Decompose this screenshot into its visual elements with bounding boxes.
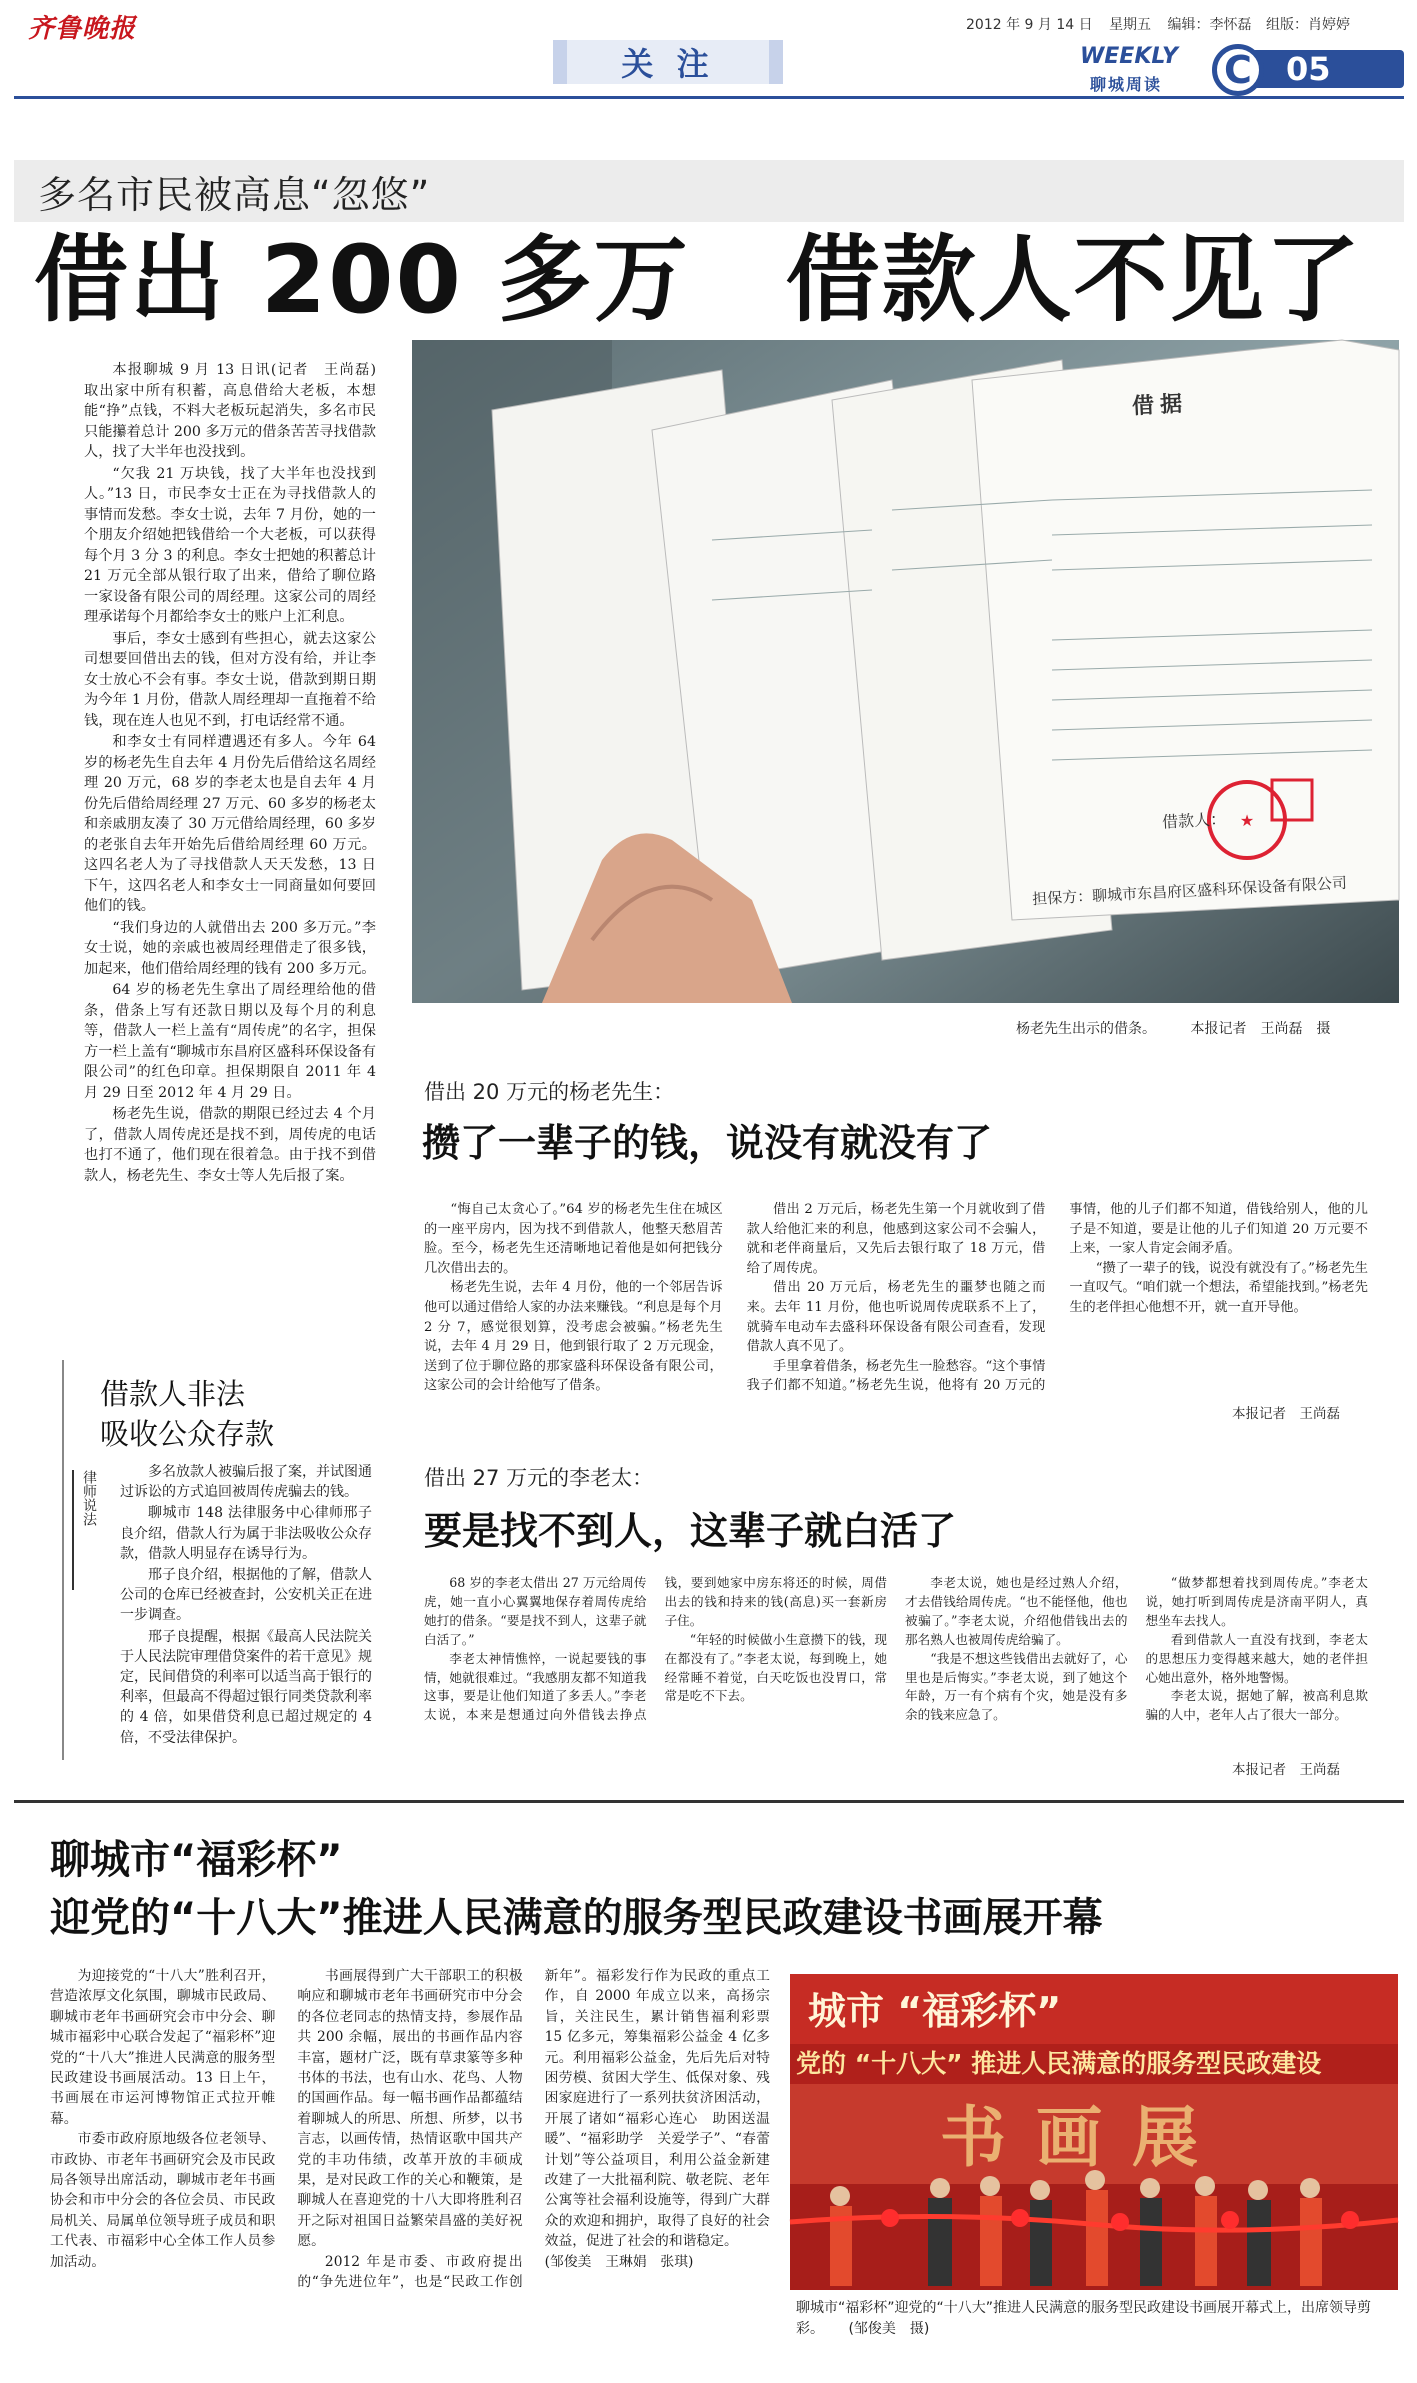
weekly-label: WEEKLY — [1080, 44, 1178, 69]
sub2-p8: 李老太说，据她了解，被高利息欺骗的人中，老年人占了很大一部分。 — [1145, 1688, 1368, 1723]
article1-lead-p5: “我们身边的人就借出去 200 多万元。”李女士说，她的亲戚也被周经理借走了很多钱，加起来，他们借给周经理的钱有 200 多万元。 — [84, 919, 376, 977]
article1-photo — [412, 340, 1399, 1003]
section-label: 关 注 — [621, 45, 715, 83]
receipts-photo-illustration — [412, 340, 1399, 1003]
sub1-credit: 本报记者 王尚磊 — [1232, 1406, 1340, 1422]
lawyer-tag-text: 律师说法 — [81, 1470, 97, 1526]
sub2-body — [424, 1574, 1368, 1769]
sub1-body — [424, 1200, 1368, 1418]
svg-text:★: ★ — [1239, 811, 1255, 830]
sub2-p1: 68 岁的李老太借出 27 万元给周传虎，她一直小心翼翼地保存着周传虎给她打的借条。“要是找不到人，这辈子就白活了。” — [424, 1575, 647, 1647]
sub2-kicker: 借出 27 万元的李老太： — [424, 1466, 654, 1490]
lawyer-tag — [72, 1470, 100, 1590]
issue-date: 2012 年 9 月 14 日 — [966, 17, 1093, 33]
page-badge-letter: C — [1212, 44, 1264, 96]
sub2-p6: “做梦都想着找到周传虎。”李老太说，她打听到周传虎是济南平阴人，真想坐车去找人。 — [1145, 1575, 1368, 1628]
article1-lead-p3: 事后，李女士感到有些担心，就去这家公司想要回借出去的钱，但对方没有给，并让李女士放心不会有事。李女士说，借款到期日期为今年 1 月份，借款人周经理却一直拖着不给钱，现在连人也见不到，打电话经常不通。 — [84, 630, 376, 729]
banner-line-2: 党的 “十八大” 推进人民满意的服务型民政建设 — [796, 2049, 1322, 2078]
sub2-p3: “年轻的时候做小生意攒下的钱，现在都没有了。”李老太说，每到晚上，她经常睡不着觉，白天吃饭也没胃口，常常是吃不下去。 — [664, 1631, 887, 1704]
sub1-p5: 手里拿着借条，杨老先生一脸愁容。“这个事情我子们都不知道。”杨老先生说，他将有 20 万元的事情，他的儿子们都不知道，借钱给别人，他的儿子是不知道，要是让他的儿子们知道 20 万元要不上来，一家人肯定会闹矛盾。 — [746, 1202, 1368, 1394]
article1-lead-p7: 杨老先生说，借款的期限已经过去 4 个月了，借款人周传虎还是找不到，周传虎的电话也打不通了，他们现在很着急。由于找不到借款人，杨老先生、李女士等人先后报了案。 — [84, 1106, 376, 1184]
edition-name: 聊城周读 — [1090, 75, 1163, 94]
sub2-headline: 要是找不到人，这辈子就白活了 — [424, 1509, 957, 1553]
sub1-p4: 借出 20 万元后，杨老先生的噩梦也随之而来。去年 11 月份，他也听说周传虎联系不上了，就骑车电动车去盛科环保设备有限公司查看，发现借款人真不见了。 — [746, 1280, 1046, 1355]
masthead — [0, 0, 1417, 94]
lawyer-box-rule — [62, 1360, 64, 1760]
article1-lead-p2: “欠我 21 万块钱，找了大半年也没找到人。”13 日，市民李女士正在为寻找借款人的事情而发愁。李女士说，去年 7 月份，她的一个朋友介绍她把钱借给一个大老板，可以获得每个月 3 分 3 的利息。李女士把她的积蓄总计 21 万元全部从银行取了出来，借给了聊位路一家设备有限公司的周经理。这家公司的周经理承诺每个月都给李女士的账户上汇利息。 — [84, 465, 376, 625]
issue-weekday: 星期五 — [1109, 17, 1152, 33]
lawyer-p2: 聊城市 148 法律服务中心律师邢子良介绍，借款人行为属于非法吸收公众存款，借款人明显存在诱导行为。 — [120, 1505, 372, 1562]
sub1-p1: “悔自己太贪心了。”64 岁的杨老先生住在城区的一座平房内，因为找不到借款人，他整天愁眉苦脸。至今，杨老先生还清晰地记着他是如何把钱分几次借出去的。 — [424, 1202, 723, 1276]
article2-body — [50, 1966, 770, 2374]
lawyer-title-1: 借款人非法 — [100, 1377, 246, 1411]
page-number: 05 — [1286, 50, 1331, 88]
article1-lead-text — [84, 360, 391, 1330]
sub2-p7: 看到借款人一直没有找到，李老太的思想压力变得越来越大，她的老伴担心她出意外，格外地警惕。 — [1145, 1631, 1368, 1685]
article2-photo-caption — [796, 2298, 1396, 2340]
issue-layout-editor: 组版：肖婷婷 — [1265, 17, 1350, 33]
sub1-p2: 杨老先生说，去年 4 月份，他的一个邻居告诉他可以通过借给人家的办法来赚钱。“利息是每个月 2 分 7，感觉很划算，没考虑会被骗。”杨老先生说，去年 4 月 29 日，他到银行取了 2 万元现金，送到了位于聊位路的那家盛科环保设备有限公司，这家公司的会计给他写了借条。 — [424, 1280, 723, 1394]
lawyer-p4: 邢子良提醒，根据《最高人民法院关于人民法院审理借贷案件的若干意见》规定，民间借贷的利率可以适当高于银行的利率，但最高不得超过银行同类贷款利率的 4 倍，如果借贷利息已超过规定的 4 倍，不受法律保护。 — [120, 1628, 372, 1746]
banner-line-1: 城市 “福彩杯” — [808, 1989, 1062, 2033]
header-rule — [14, 96, 1404, 99]
receipt-title: 借据 — [1131, 390, 1189, 420]
receipt-borrower-label: 借款人： — [1161, 809, 1227, 832]
article2-p4: 2012 年是市委、市政府提出的“争先进位年”，也是“民政工作创新年”。福彩发行作为民政的重点工作，自 2000 年成立以来，高扬宗旨，关注民生，累计销售福利彩票 15 亿多元，筹集福彩公益金 4 亿多元。利用福彩公益金，先后先后对特困劳模、贫困大学生、低保对象、残困家庭进行了一系列扶贫济困活动，开展了诸如“福彩心连心 助困送温暖”、“福彩助学 关爱学子”、“春蕾计划”等公益项目，利用公益金新建改建了一大批福利院、敬老院、老年公寓等社会福利设施等，得到广大群众的欢迎和拥护，取得了良好的社会效益，促进了社会的和谐稳定。 — [297, 1968, 770, 2291]
page-badge — [1212, 44, 1404, 94]
article2-title-2: 迎党的“十八大”推进人民满意的服务型民政建设书画展开幕 — [50, 1895, 1103, 1941]
article2-photo — [790, 1974, 1398, 2290]
sub1-headline: 攒了一辈子的钱，说没有就没有了 — [422, 1121, 993, 1165]
article1-kicker: 多名市民被高息“忽悠” — [38, 173, 431, 217]
lawyer-p1: 多名放款人被骗后报了案，并试图通过诉讼的方式追回被周传虎骗去的钱。 — [120, 1464, 372, 1501]
sub1-kicker: 借出 20 万元的杨老先生： — [424, 1080, 675, 1104]
photo-credit: 本报记者 王尚磊 摄 — [1190, 1021, 1331, 1037]
article2-p1: 为迎接党的“十八大”胜利召开，营造浓厚文化氛围，聊城市民政局、聊城市老年书画研究会市中分会、聊城市福彩中心联合发起了“福彩杯”迎党的“十八大”推进人民满意的服务型民政建设书画展活动。13 日上午，书画展在市运河博物馆正式拉开帷幕。 — [50, 1968, 276, 2127]
article1-photo-caption — [1016, 1018, 1330, 1038]
article2-byline: (邹俊美 王琳娟 张琪) — [544, 2253, 694, 2270]
sub2-p5: “我是不想这些钱借出去就好了，心里也是后悔实。”李老太说，到了她这个年龄，万一有个病有个灾，她是没有多余的钱来应急了。 — [905, 1650, 1128, 1723]
sub2-p2: 李老太神情憔悴，一说起要钱的事情，她就很难过。“我感朋友都不知道我这事，要是让他们知道了多丢人。”李老太说，本来是想通过向外借钱去挣点钱，要到她家中房东将还的时候，周借出去的钱和持来的钱(高息)买一套新房子住。 — [424, 1575, 887, 1723]
lawyer-p3: 邢子良介绍，根据他的了解，借款人公司的仓库已经被查封，公安机关正在进一步调查。 — [120, 1567, 372, 1624]
lawyer-title-2: 吸收公众存款 — [100, 1417, 275, 1451]
article2-p3: 书画展得到广大干部职工的积极响应和聊城市老年书画研究市中分会的各位老同志的热情支持，参展作品共 200 余幅，展出的书画作品内容丰富，题材广泛，既有草隶篆等多种书体的书法，也有山水、花鸟、人物的国画作品。每一幅书画作品都蕴结着聊城人的所思、所想、所梦，以书言志，以画传情，热情讴歌中国共产党的丰功伟绩，改革开放的丰硕成果，是对民政工作的关心和鞭策，是聊城人在喜迎党的十八大即将胜利召开之际对祖国日益繁荣昌盛的美好祝愿。 — [297, 1968, 523, 2250]
article1-lead-p6: 64 岁的杨老先生拿出了周经理给他的借条，借条上写有还款日期以及每个月的利息等，借款人一栏上盖有“周传虎”的名字，担保方一栏上盖有“聊城市东昌府区盛科环保设备有限公司”的红色印章。担保期限自 2011 年 4 月 29 日至 2012 年 4 月 29 日。 — [84, 982, 376, 1101]
newspaper-logo: 齐鲁晚报 — [28, 14, 137, 44]
photo-caption-text: 杨老先生出示的借条。 — [1016, 1021, 1156, 1037]
article1-headline: 借出 200 多万 借款人不见了 — [34, 226, 1362, 335]
section-tab — [553, 40, 783, 84]
sub1-p3: 借出 2 万元后，杨老先生第一个月就收到了借款人给他汇来的利息，他感到这家公司不会骗人，就和老伴商量后，又先后去银行取了 18 万元，借给了周传虎。 — [746, 1202, 1046, 1276]
receipt-guarantor: 担保方：聊城市东昌府区盛科环保设备有限公司 — [1031, 873, 1348, 909]
article2-caption-text: 聊城市“福彩杯”迎党的“十八大”推进人民满意的服务型民政建设书画展开幕式上，出席领导剪彩。 — [796, 2300, 1372, 2337]
article1-lead-p4: 和李女士有同样遭遇还有多人。今年 64 岁的杨老先生自去年 4 月份先后借给这名周经理 20 万元，68 岁的李老太也是自去年 4 月份先后借给周经理 27 万元、60 多岁的杨老太和亲戚朋友凑了 30 万元借给周经理，60 多岁的老张自去年开始先后借给周经理 60 万元。这四名老人为了寻找借款人天天发愁，13 日下午，这四名老人和李女士一同商量如何要回他们的钱。 — [84, 734, 376, 914]
sub2-credit: 本报记者 王尚磊 — [1232, 1762, 1340, 1778]
sub2-p4: 李老太说，她也是经过熟人介绍，才去借钱给周传虎。“也不能怪他，他也被骗了。”李老太说，介绍他借钱出去的那名熟人也被周传虎给骗了。 — [905, 1575, 1128, 1647]
banner-big-text: 书画展 — [940, 2098, 1228, 2176]
article1-lead-p1: 本报聊城 9 月 13 日讯(记者 王尚磊) 取出家中所有积蓄，高息借给大老板，本想能“挣”点钱，不料大老板玩起消失，多名市民只能攥着总计 200 多万元的借条苦苦寻找借款人，找了大半年也没找到。 — [84, 362, 391, 460]
issue-info — [966, 14, 1350, 34]
issue-editor: 编辑：李怀磊 — [1167, 17, 1252, 33]
sub1-p6: “攒了一辈子的钱，说没有就没有了。”杨老先生一直叹气。“咱们就一个想法，希望能找到。”杨老先生的老伴担心他想不开，就一直开导他。 — [1069, 1260, 1368, 1315]
article2-p2: 市委市政府原地级各位老领导、市政协、市老年书画研究会及市民政局各领导出席活动，聊城市老年书画协会和市中分会的各位会员、市民政局机关、局属单位领导班子成员和职工代表、市福彩中心全体工作人员参加活动。 — [50, 2131, 276, 2270]
section-divider — [14, 1800, 1404, 1803]
lawyer-body — [120, 1462, 372, 1762]
article2-title-1: 聊城市“福彩杯” — [50, 1837, 343, 1883]
article2-photo-credit: (邹俊美 摄) — [848, 2321, 930, 2337]
